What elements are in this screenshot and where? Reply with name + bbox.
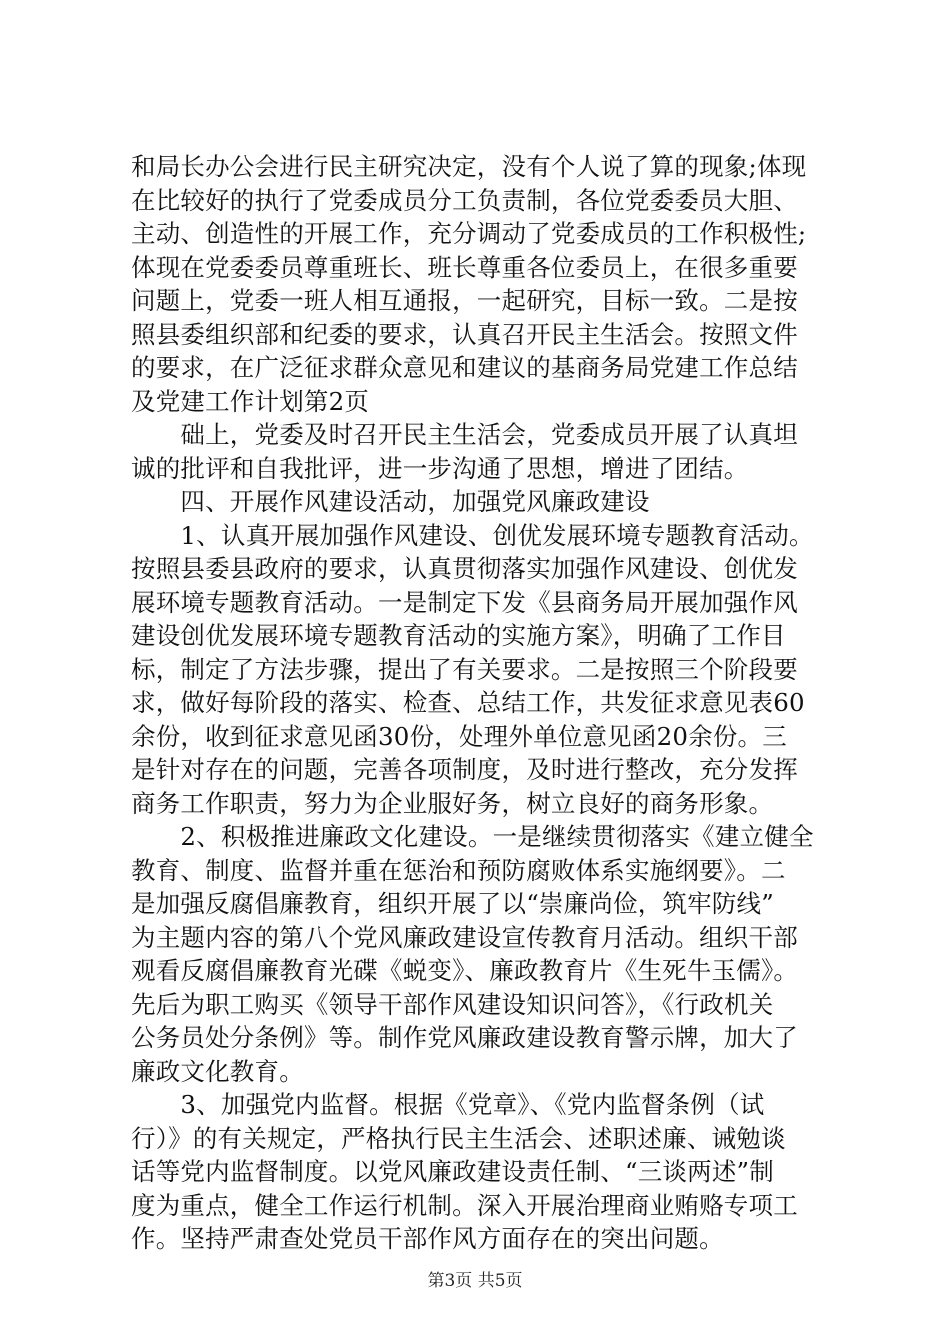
text-line: 四、开展作风建设活动，加强党风廉政建设	[131, 487, 650, 516]
text-line: 公务员处分条例》等。制作党风廉政建设教育警示牌，加大了	[131, 1023, 798, 1052]
text-line: 2、积极推进廉政文化建设。一是继续贯彻落实《建立健全	[131, 822, 814, 851]
text-line: 在比较好的执行了党委成员分工负责制，各位党委委员大胆、	[131, 185, 798, 215]
text-line: 廉政文化教育。	[131, 1056, 304, 1086]
text-line: 先后为职工购买《领导干部作风建设知识问答》，《行政机关	[131, 989, 774, 1019]
text-line: 按照县委县政府的要求，认真贯彻落实加强作风建设、创优发	[131, 554, 798, 583]
text-line: 标，制定了方法步骤，提出了有关要求。二是按照三个阶段要	[131, 654, 798, 684]
text-line: 问题上，党委一班人相互通报，一起研究，目标一致。二是按	[131, 286, 798, 315]
text-line: 为主题内容的第八个党风廉政建设宣传教育月活动。组织干部	[131, 922, 798, 952]
text-line: 度为重点，健全工作运行机制。深入开展治理商业贿赂专项工	[131, 1190, 798, 1220]
text-line: 展环境专题教育活动。一是制定下发《县商务局开展加强作风	[131, 587, 798, 617]
text-line: 观看反腐倡廉教育光碟《蜕变》、廉政教育片《生死牛玉儒》。	[131, 956, 799, 985]
document-body	[131, 150, 831, 1256]
text-line: 和局长办公会进行民主研究决定，没有个人说了算的现象;体现	[131, 152, 807, 181]
text-line: 础上，党委及时召开民主生活会，党委成员开展了认真坦	[131, 420, 798, 449]
text-line: 余份，收到征求意见函30份，处理外单位意见函20余份。三	[131, 721, 787, 751]
text-line: 的要求，在广泛征求群众意见和建议的基商务局党建工作总结	[131, 353, 798, 382]
text-line: 照县委组织部和纪委的要求，认真召开民主生活会。按照文件	[131, 319, 798, 349]
page-footer: 第3页 共5页	[427, 1271, 523, 1291]
text-line: 诚的批评和自我批评，进一步沟通了思想，增进了团结。	[131, 453, 749, 483]
text-line: 商务工作职责，努力为企业服好务，树立良好的商务形象。	[131, 788, 774, 818]
text-line: 教育、制度、监督并重在惩治和预防腐败体系实施纲要》。二	[131, 855, 786, 885]
text-line: 3、加强党内监督。根据《党章》、《党内监督条例（试	[131, 1090, 765, 1119]
text-line: 建设创优发展环境专题教育活动的实施方案》，明确了工作目	[131, 621, 786, 650]
text-line: 主动、创造性的开展工作，充分调动了党委成员的工作积极性;	[131, 219, 807, 248]
text-line: 及党建工作计划第2页	[131, 386, 370, 416]
text-line: 是加强反腐倡廉教育，组织开展了以“崇廉尚俭，筑牢防线”	[131, 889, 774, 918]
text-line: 求，做好每阶段的落实、检查、总结工作，共发征求意见表60	[131, 688, 805, 717]
text-line: 行）》的有关规定，严格执行民主生活会、述职述廉、诫勉谈	[131, 1123, 786, 1153]
text-line: 体现在党委委员尊重班长、班长尊重各位委员上，在很多重要	[131, 252, 798, 282]
text-line: 作。坚持严肃查处党员干部作风方面存在的突出问题。	[131, 1224, 724, 1253]
text-line: 1、认真开展加强作风建设、创优发展环境专题教育活动。	[131, 520, 814, 550]
text-line: 是针对存在的问题，完善各项制度，及时进行整改，充分发挥	[131, 755, 798, 784]
text-line: 话等党内监督制度。以党风廉政建设责任制、“三谈两述”制	[131, 1157, 774, 1186]
